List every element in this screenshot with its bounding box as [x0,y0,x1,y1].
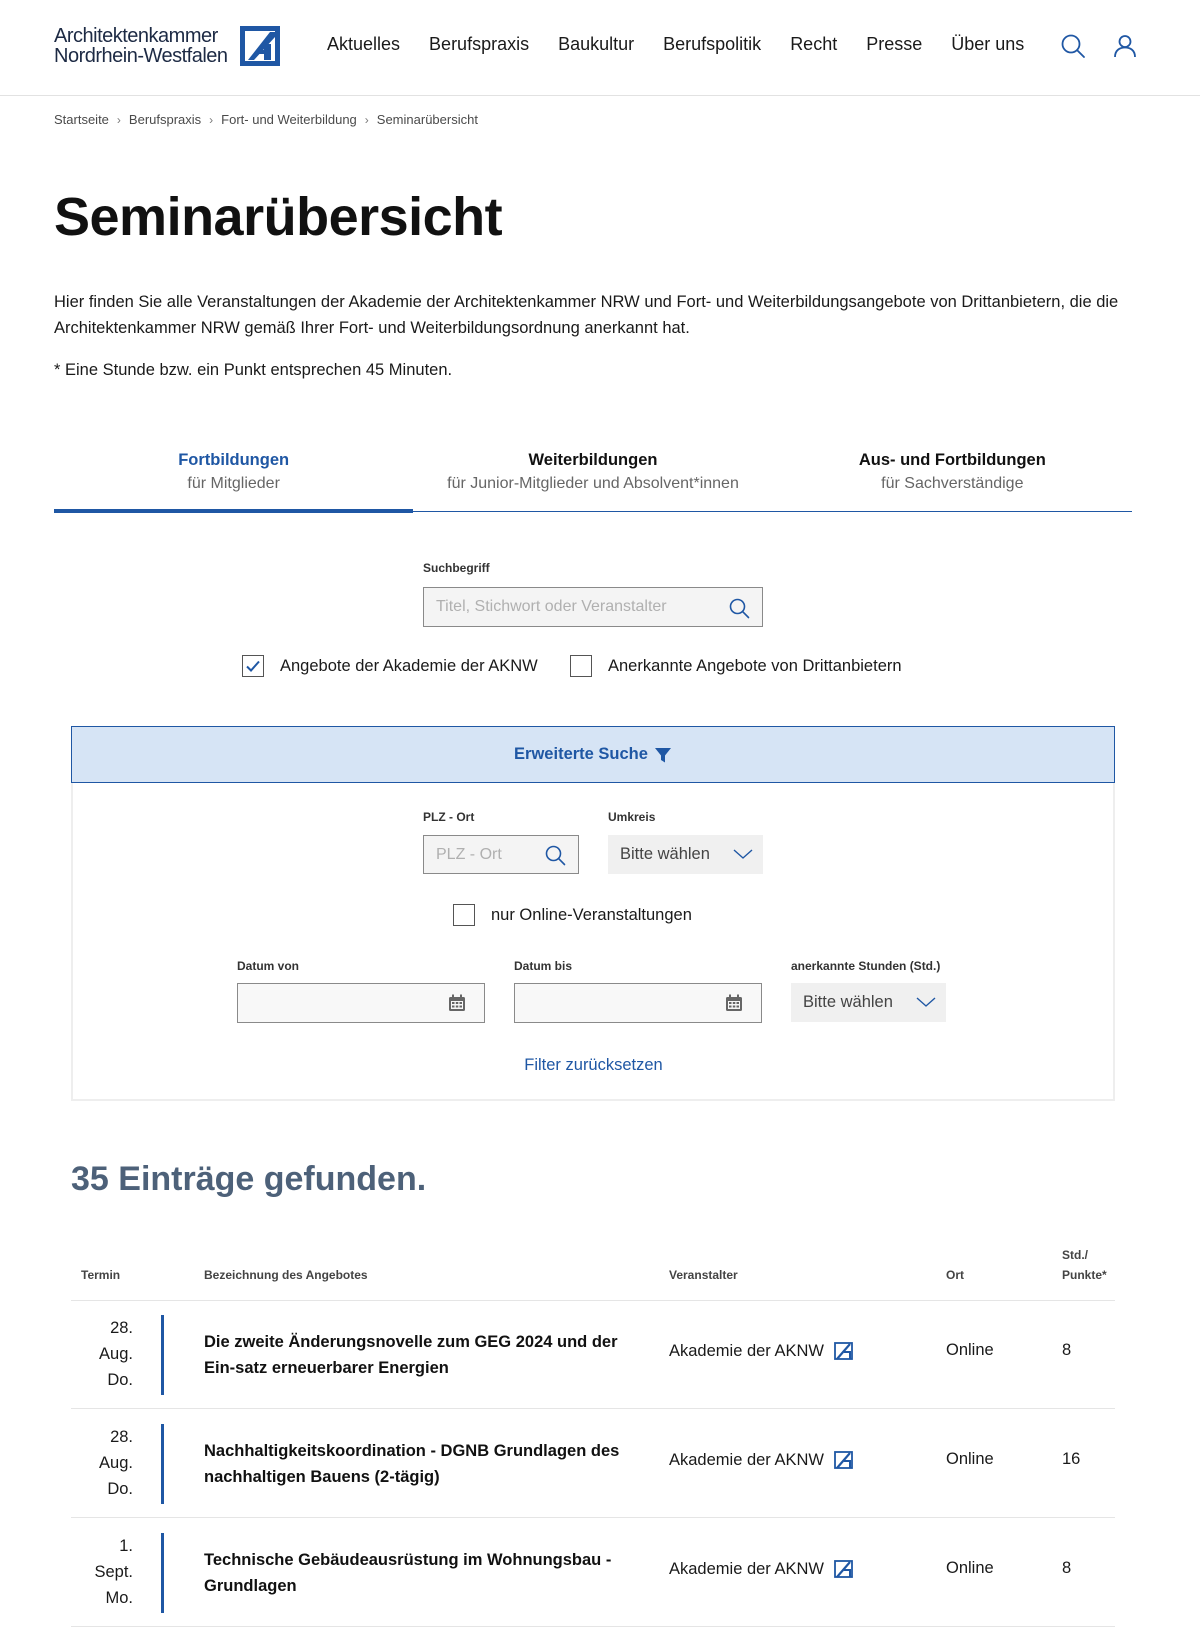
breadcrumb-item-fortbildung[interactable]: Fort- und Weiterbildung [221,112,357,127]
row-month: Aug. [99,1345,133,1363]
row-divider [161,1315,164,1395]
tab-title: Aus- und Fortbildungen [858,451,1046,469]
plz-field [423,835,579,874]
column-bezeichnung: Bezeichnung des Angebotes [204,1268,368,1282]
akademie-label: Angebote der Akademie der AKNW [280,656,538,675]
breadcrumb-item-berufspraxis[interactable]: Berufspraxis [128,112,202,127]
table-row[interactable] [71,1410,1115,1518]
umkreis-value: Bitte wählen [620,845,710,863]
drittanbieter-checkbox[interactable] [570,655,592,677]
calendar-icon[interactable] [725,994,743,1012]
chevron-down-icon [733,847,753,861]
date-from-input[interactable] [238,984,438,1022]
nav-item-berufspraxis[interactable]: Berufspraxis [429,34,530,54]
tab-sachverstaendige[interactable] [773,448,1132,511]
row-weekday: Do. [107,1480,133,1498]
row-organizer [669,1559,854,1579]
row-organizer [669,1341,854,1361]
row-title[interactable]: Nachhaltigkeitskoordination - DGNB Grundlagen des nachhaltigen Bauens (2-tägig) [204,1442,620,1486]
breadcrumb [54,112,478,127]
chevron-right-icon: › [209,112,214,127]
row-month: Sept. [94,1563,133,1581]
chevron-down-icon [916,995,936,1009]
nav-item-baukultur[interactable]: Baukultur [558,34,635,54]
row-month: Aug. [99,1454,133,1472]
logo-mark-icon [240,26,280,66]
tab-title: Weiterbildungen [528,451,658,469]
breadcrumb-item-startseite[interactable]: Startseite [54,112,109,127]
tab-title: Fortbildungen [178,451,290,469]
intro-text: Hier finden Sie alle Veranstaltungen der Akademie der Architektenkammer NRW und Fort- und Weiterbildungsangebote von Drittanbietern, die die Architektenkammer NRW gemäß Ihrer Fort- und Weiterbildungsordnung anerkannt hat. [54,293,1119,337]
search-field [423,587,763,627]
reset-filters-link [0,1056,1187,1075]
online-checkbox[interactable] [453,904,475,926]
column-std-line2: Punkte* [1062,1268,1107,1282]
hours-value: Bitte wählen [803,993,893,1011]
chevron-right-icon: › [116,112,121,127]
drittanbieter-label: Anerkannte Angebote von Drittanbietern [608,656,902,675]
row-weekday: Do. [107,1371,133,1389]
logo-line-1: Architektenkammer [54,25,218,47]
hours-select[interactable] [791,983,946,1022]
hours-note: * Eine Stunde bzw. ein Punkt entsprechen 45 Minuten. [54,361,453,379]
date-from-label: Datum von [237,959,300,973]
table-header [71,1243,1115,1301]
reset-filters-label[interactable]: Filter zurücksetzen [524,1056,663,1074]
online-label: nur Online-Veranstaltungen [491,905,692,924]
filter-online[interactable] [453,904,692,926]
umkreis-label: Umkreis [608,810,656,824]
chevron-right-icon: › [364,112,369,127]
tab-bar [54,448,1132,512]
akademie-checkbox[interactable] [242,655,264,677]
column-veranstalter: Veranstalter [669,1268,738,1282]
row-day: 28. [110,1319,133,1337]
calendar-icon[interactable] [448,994,466,1012]
user-icon[interactable] [1112,33,1138,59]
site-logo[interactable] [54,26,284,70]
akademie-logo-icon [834,1341,854,1361]
nav-item-ueber-uns[interactable]: Über uns [951,34,1025,54]
row-organizer [669,1450,854,1470]
search-icon[interactable] [544,844,566,866]
date-to-field [514,983,762,1023]
page-title: Seminarübersicht [54,187,503,247]
advanced-search-toggle[interactable] [71,726,1115,783]
nav-item-recht[interactable]: Recht [790,34,838,54]
row-day: 28. [110,1428,133,1446]
row-hours: 16 [1062,1450,1081,1468]
plz-input[interactable] [424,836,534,873]
plz-label: PLZ - Ort [423,810,475,824]
nav-item-berufspolitik[interactable]: Berufspolitik [663,34,762,54]
row-place: Online [946,1341,994,1359]
table-row[interactable] [71,1519,1115,1627]
site-header [0,0,1200,96]
tab-subtitle: für Junior-Mitglieder und Absolvent*innen [447,475,739,492]
date-to-label: Datum bis [514,959,573,973]
row-date [71,1424,133,1502]
row-place: Online [946,1450,994,1468]
search-icon[interactable] [1060,33,1086,59]
row-day: 1. [119,1537,133,1555]
filter-drittanbieter[interactable] [570,655,902,677]
tab-fortbildungen[interactable] [54,448,413,511]
date-to-input[interactable] [515,984,715,1022]
row-date [71,1533,133,1611]
logo-text [54,26,228,66]
akademie-logo-icon [834,1559,854,1579]
nav-item-presse[interactable]: Presse [866,34,923,54]
row-divider [161,1424,164,1504]
search-icon[interactable] [728,597,750,619]
row-hours: 8 [1062,1341,1072,1359]
column-std-line1: Std./ [1062,1248,1088,1262]
row-organizer-label: Akademie der AKNW [669,1450,824,1469]
row-weekday: Mo. [105,1589,133,1607]
nav-item-aktuelles[interactable]: Aktuelles [327,34,401,54]
akademie-logo-icon [834,1450,854,1470]
tab-subtitle: für Mitglieder [187,475,280,492]
row-divider [161,1533,164,1613]
row-title[interactable]: Die zweite Änderungsnovelle zum GEG 2024 und der Ein-satz erneuerbarer Energien [204,1333,618,1377]
checkmark-icon [245,658,261,674]
filter-akademie[interactable] [242,655,538,677]
row-title[interactable]: Technische Gebäudeausrüstung im Wohnungsbau - Grundlagen [204,1551,612,1595]
table-row[interactable] [71,1301,1115,1409]
row-place: Online [946,1559,994,1577]
tab-weiterbildungen[interactable] [413,448,772,511]
column-ort: Ort [946,1268,964,1282]
search-label: Suchbegriff [423,561,490,575]
filter-icon [654,746,672,764]
main-nav [327,34,1053,55]
breadcrumb-item-current: Seminarübersicht [376,112,478,127]
advanced-search-label: Erweiterte Suche [514,745,648,763]
date-from-field [237,983,485,1023]
results-count: 35 Einträge gefunden. [71,1160,427,1198]
search-input[interactable] [424,588,714,626]
row-hours: 8 [1062,1559,1072,1577]
row-date [71,1315,133,1393]
row-organizer-label: Akademie der AKNW [669,1341,824,1360]
column-termin: Termin [81,1268,121,1282]
hours-label: anerkannte Stunden (Std.) [791,959,941,973]
tab-subtitle: für Sachverständige [881,475,1024,492]
row-organizer-label: Akademie der AKNW [669,1559,824,1578]
umkreis-select[interactable] [608,835,763,874]
logo-line-2: Nordrhein-Westfalen [54,45,228,67]
